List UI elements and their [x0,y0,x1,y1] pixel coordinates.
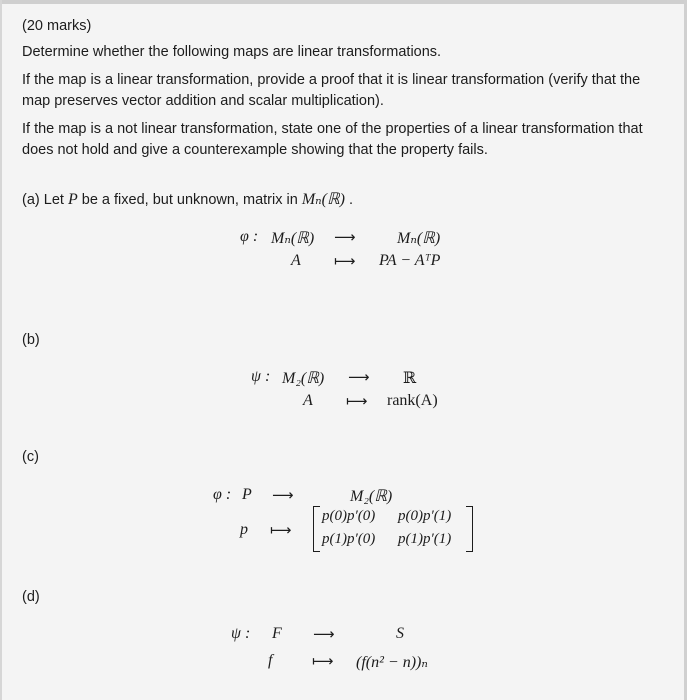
part-d-var: f [268,652,273,669]
part-c-arrow: ⟶ [272,486,294,504]
part-a-arrow: ⟶ [334,228,356,246]
page-border-top [0,0,687,4]
part-d-codomain: S [396,625,404,642]
part-b-label: (b) [22,332,40,348]
part-d-label: (d) [22,589,40,605]
part-a-image: PA − AᵀP [379,252,441,269]
part-a-map-name: φ : [240,228,259,245]
matrix-right-bracket [466,506,473,552]
part-b-codomain: ℝ [403,370,417,387]
instruction: Determine whether the following maps are linear transformations. [22,44,442,60]
part-b-map-name: ψ : [251,368,271,385]
matrix-entry-12: p(0)p′(1) [398,508,452,524]
part-c-domain: P [242,486,252,503]
part-d-map-name: ψ : [231,625,251,642]
para2-line2: does not hold and give a counterexample showing that the property fails. [22,142,488,158]
part-c-label: (c) [22,449,39,465]
para2-line1: If the map is a not linear transformation, state one of the properties of a linear transformation that [22,121,643,137]
part-d-image: (f(n² − n))ₙ [356,654,428,671]
marks-label: (20 marks) [22,18,92,34]
part-d-mapsto: ⟼ [312,652,334,670]
part-b-domain: M₂(ℝ) [282,370,325,387]
part-b-var: A [303,392,313,409]
part-a-codomain: Mₙ(ℝ) [397,230,441,247]
matrix-left-bracket [313,506,320,552]
part-d-domain: F [272,625,282,642]
para1-line2: map preserves vector addition and scalar multiplication). [22,93,384,109]
part-c-mapsto: ⟼ [270,521,292,539]
part-a-var: A [291,252,301,269]
para1-line1: If the map is a linear transformation, provide a proof that it is linear transformation (verify that the [22,72,641,88]
part-d-arrow: ⟶ [313,625,335,643]
part-c-map-name: φ : [213,486,232,503]
matrix-entry-11: p(0)p′(0) [322,508,376,524]
part-b-mapsto: ⟼ [346,392,368,410]
matrix-entry-21: p(1)p′(0) [322,531,376,547]
part-c-codomain: M₂(ℝ) [350,488,393,505]
part-a-intro: (a) Let P be a fixed, but unknown, matrix in Mₙ(ℝ) . [22,191,354,208]
part-a-mapsto: ⟼ [334,252,356,270]
part-c-var: p [240,521,248,538]
matrix-entry-22: p(1)p′(1) [398,531,452,547]
page-border-left [0,0,2,700]
part-a-domain: Mₙ(ℝ) [271,230,315,247]
part-b-arrow: ⟶ [348,368,370,386]
part-b-image: rank(A) [387,392,438,409]
